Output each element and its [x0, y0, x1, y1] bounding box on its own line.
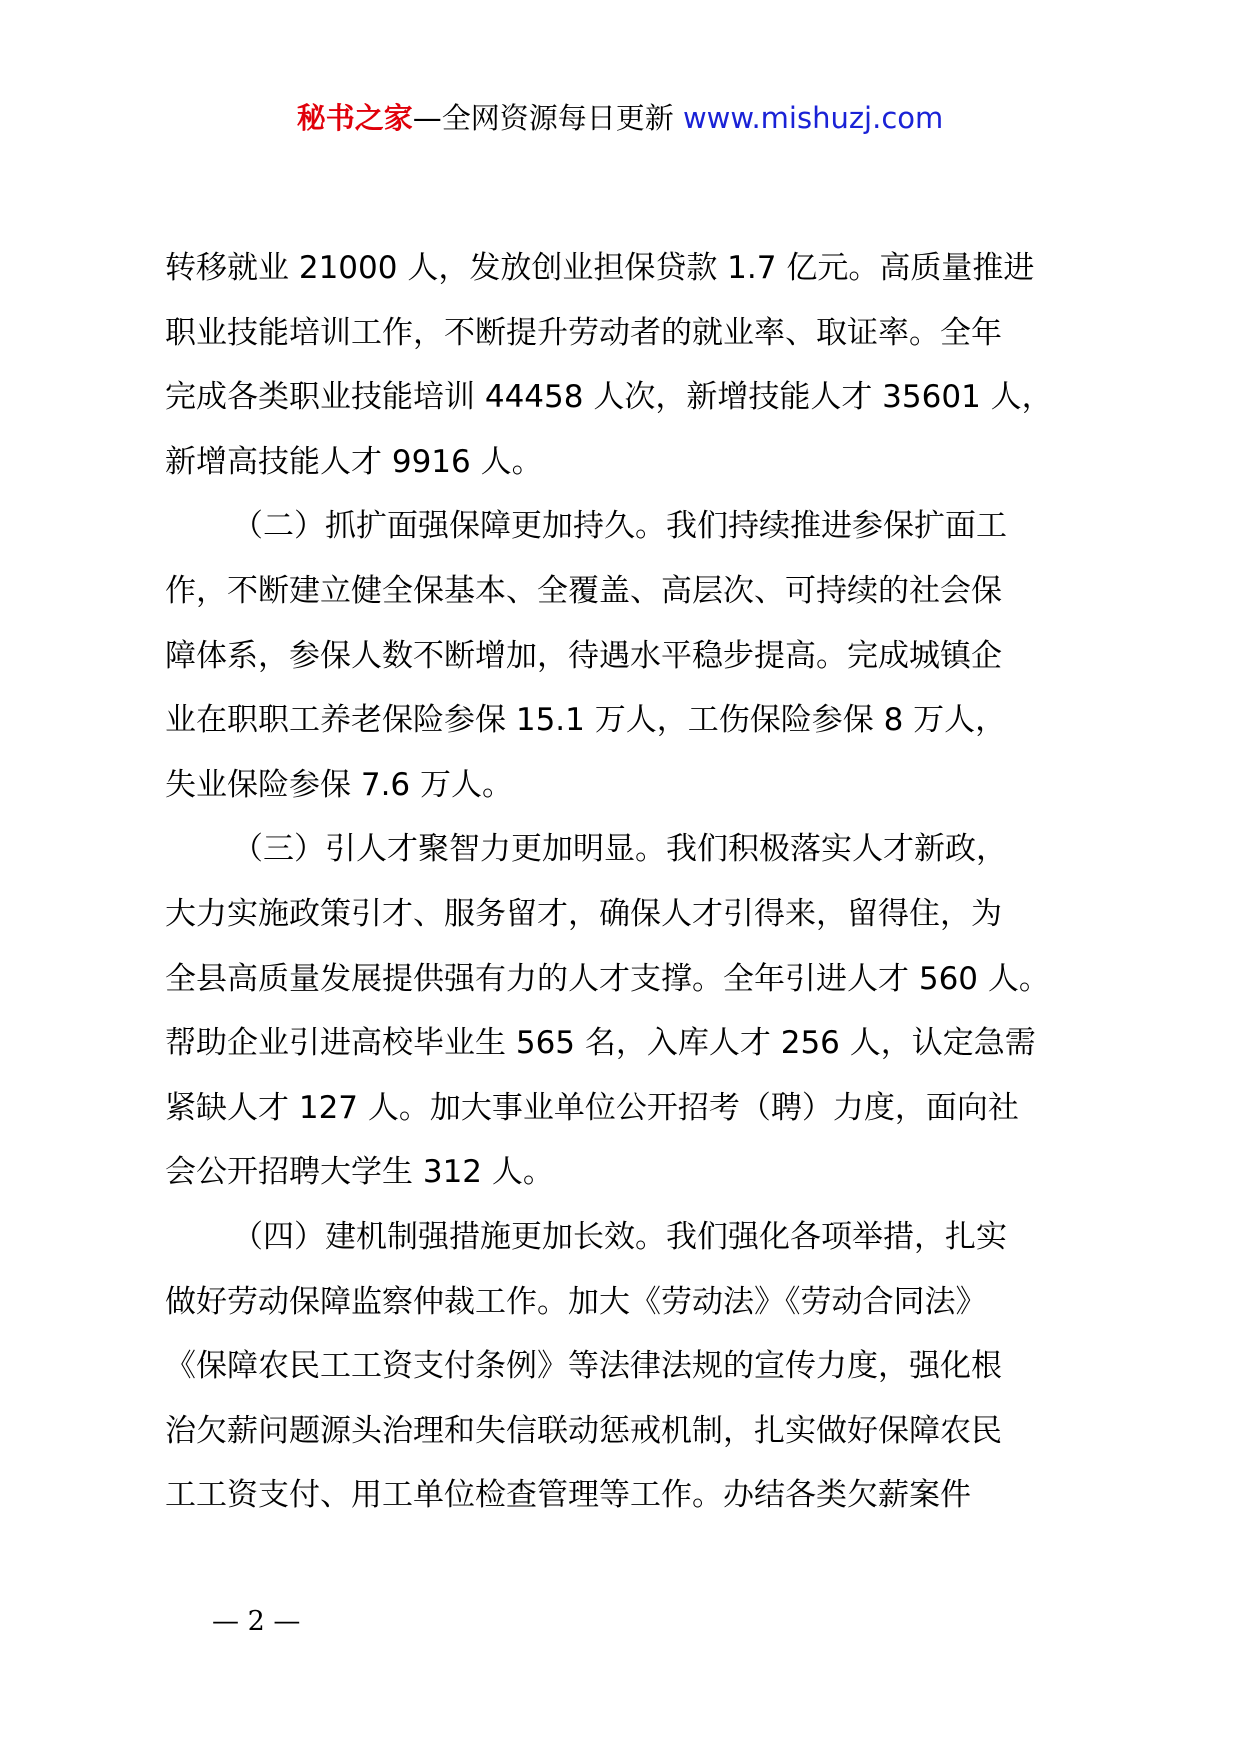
page-header [0, 98, 1240, 138]
text-line: 紧缺人才 127 人。加大事业单位公开招考（聘）力度，面向社 [165, 1089, 1019, 1126]
header-tagline: —全网资源每日更新 [412, 101, 674, 135]
text-line: 失业保险参保 7.6 万人。 [165, 766, 514, 803]
text-line: 大力实施政策引才、服务留才，确保人才引得来，留得住，为 [165, 895, 1002, 932]
text-line: 转移就业 21000 人，发放创业担保贷款 1.7 亿元。高质量推进 [165, 250, 1035, 286]
text-line: 新增高技能人才 9916 人。 [165, 443, 543, 480]
page-number: — 2 — [212, 1606, 301, 1637]
text-line: 职业技能培训工作，不断提升劳动者的就业率、取证率。全年 [165, 314, 1002, 351]
text-line: 全县高质量发展提供强有力的人才支撑。全年引进人才 560 人。 [165, 960, 1050, 997]
document-body [165, 236, 1105, 1528]
text-line: 完成各类职业技能培训 44458 人次，新增技能人才 35601 人， [165, 379, 1053, 416]
text-line: 做好劳动保障监察仲裁工作。加大《劳动法》《劳动合同法》 [165, 1283, 987, 1320]
text-line: 障体系，参保人数不断增加，待遇水平稳步提高。完成城镇企 [165, 637, 1002, 674]
text-line: 作，不断建立健全保基本、全覆盖、高层次、可持续的社会保 [165, 572, 1002, 609]
section-heading-line: （四）建机制强措施更加长效。我们强化各项举措，扎实 [232, 1218, 1007, 1255]
brand-name: 秘书之家 [296, 101, 413, 135]
section-heading-line: （三）引人才聚智力更加明显。我们积极落实人才新政， [232, 831, 1007, 868]
text-line: 工工资支付、用工单位检查管理等工作。办结各类欠薪案件 [165, 1477, 971, 1514]
text-line: 业在职职工养老保险参保 15.1 万人，工伤保险参保 8 万人， [165, 702, 1007, 739]
text-line: 会公开招聘大学生 312 人。 [165, 1154, 554, 1191]
text-line: 治欠薪问题源头治理和失信联动惩戒机制，扎实做好保障农民 [165, 1412, 1002, 1449]
section-heading-line: （二）抓扩面强保障更加持久。我们持续推进参保扩面工 [232, 508, 1007, 545]
website-link[interactable]: www.mishuzj.com [682, 101, 944, 135]
text-line: 《保障农民工工资支付条例》等法律法规的宣传力度，强化根 [165, 1348, 1002, 1385]
text-line: 帮助企业引进高校毕业生 565 名，入库人才 256 人，认定急需 [165, 1025, 1036, 1062]
